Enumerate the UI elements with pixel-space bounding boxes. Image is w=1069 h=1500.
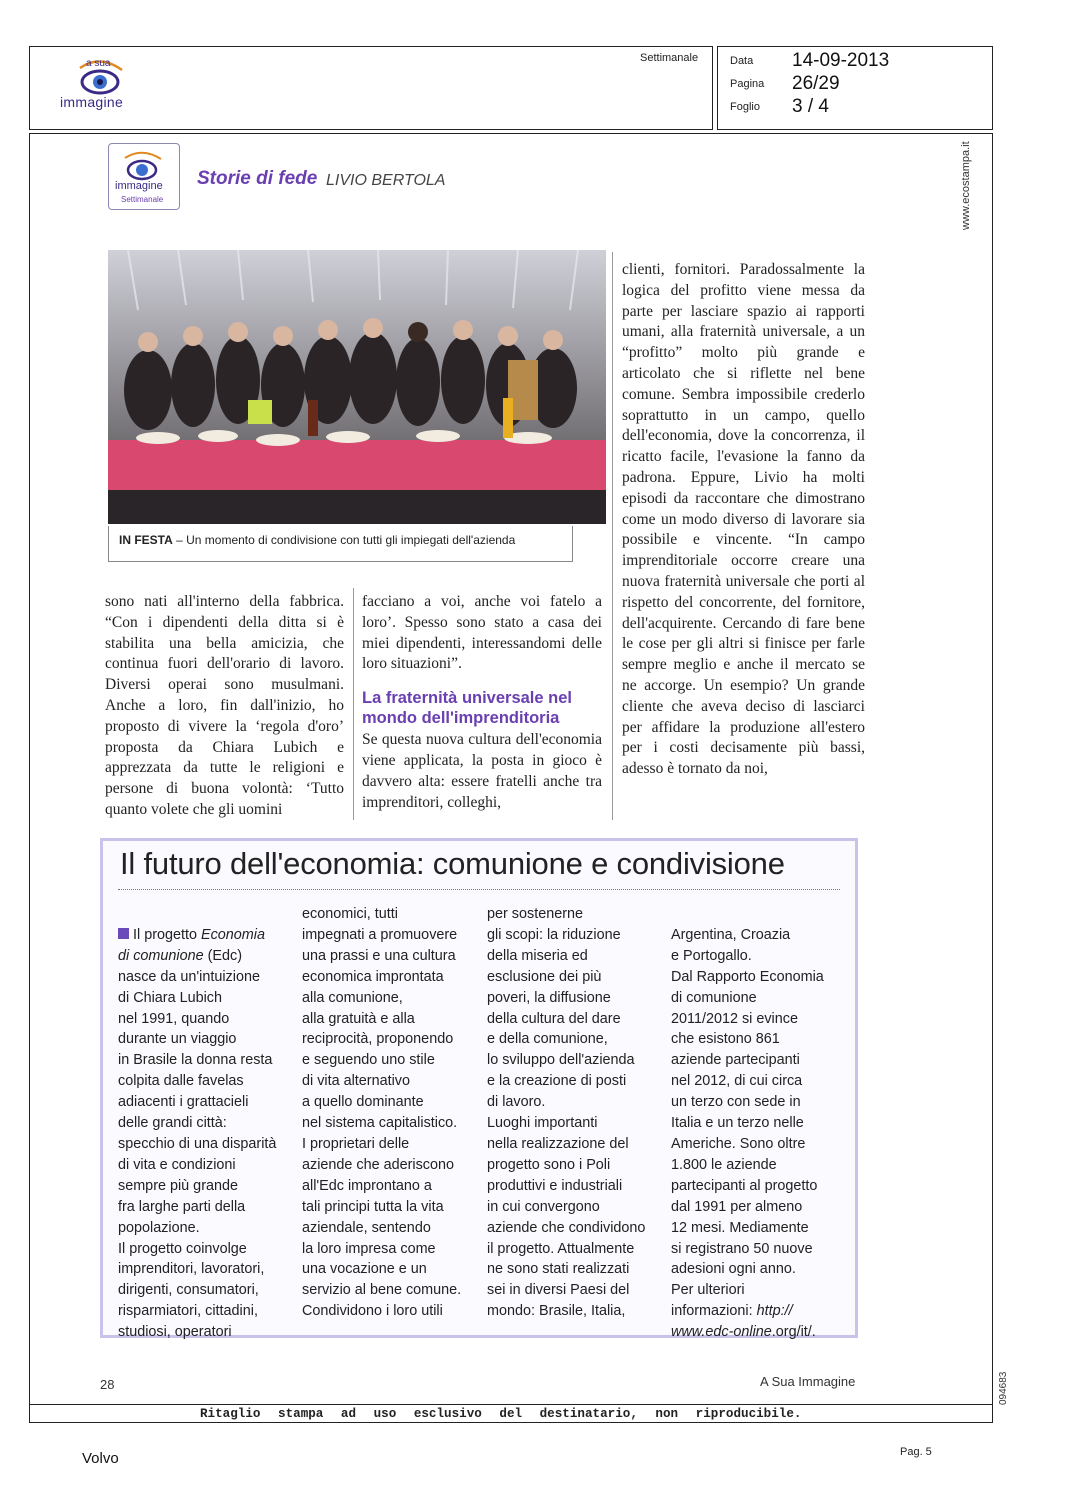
page-number: 28 [100, 1377, 115, 1392]
client-name: Volvo [82, 1450, 119, 1467]
magazine-name: A Sua Immagine [760, 1374, 856, 1389]
page-value: 26/29 [792, 73, 840, 94]
box-column-1 [118, 904, 303, 1343]
box-col1-c: (Edc) nasce da un'intuizione di Chiara Lubich nel 1991, quando durante un viaggio in Brasile la donna resta colpita dalle favelas adiacenti i grattacieli delle grandi città: specchio di una disparità di vita e condizioni sempre più grande fra larghe parti della popolazione. Il progetto coinvolge imprenditori, lavoratori, dirigenti, consumatori, risparmiatori, cittadini, studiosi, operatori [118, 947, 277, 1341]
logo-text: immagine [60, 94, 124, 110]
bullet-square-icon [118, 928, 129, 939]
caption-text: – Un momento di condivisione con tutti gli impiegati dell'azienda [172, 533, 516, 547]
column-rule [612, 252, 613, 820]
box-col4-a: Argentina, Croazia e Portogallo. Dal Rapporto Economia di comunione 2011/2012 si evince che esistono 861 aziende partecipanti nel 2012, di cui circa un terzo con sede in Italia e un terzo nelle Americhe. Sono oltre 1.800 le aziende partecipanti al progetto dal 1991 per almeno 12 mesi. Mediamente si registrano 50 nuove adesioni ogni anno. Per ulteriori informazioni: [671, 926, 824, 1320]
date-value: 14-09-2013 [792, 50, 890, 71]
box-column-2: economici, tutti impegnati a promuovere una prassi e una cultura economica improntata alla comunione, alla gratuità e alla reciprocità, proponendo e seguendo uno stile di vita alternativo a quello dominante nel sistema capitalistico. I proprietari delle aziende che aderiscono all'Edc improntano a tali principi tutta la vita aziendale, sentendo la loro impresa come una vocazione e un servizio al bene comune. Condividono i loro utili [302, 906, 462, 1320]
logo-top-text: a sua [86, 58, 111, 69]
author: LIVIO BERTOLA [326, 172, 446, 189]
box-column-4 [671, 904, 856, 1343]
middle-column-text-after: Se questa nuova cultura dell'economia viene applicata, la posta in gioco è davvero alta: essere fratelli anche tra imprenditori, colleghi, [362, 731, 602, 811]
notice-rule [29, 1404, 993, 1405]
reproduction-notice: Ritaglio stampa ad uso esclusivo del destinatario, non riproducibile. [200, 1407, 802, 1421]
section-title: Storie di fede [197, 168, 318, 189]
article-column-middle [362, 592, 602, 813]
badge-frequency: Settimanale [121, 195, 164, 204]
frequency-label: Settimanale [640, 52, 699, 64]
pag-label: Pag. 5 [900, 1446, 932, 1458]
badge [108, 143, 180, 210]
middle-column-text: facciano a voi, anche voi fatelo a loro’. Spesso sono stato a casa dei miei dipendenti, interessandomi delle loro situazioni”. [362, 593, 602, 673]
badge-brand: immagine [115, 180, 163, 192]
box-col1-b: Economia di comunione [118, 926, 265, 964]
sheet-label: Foglio [730, 101, 760, 113]
group-photo-image [108, 250, 606, 524]
article-column-left: sono nati all'interno della fabbrica. “Con i dipendenti della ditta si è stabilita una bella amicizia, che continua fuori dell'orario di lavoro. Diversi operai sono musulmani. Anche a loro, fin dall'inizio, ho proposto di vivere la ‘regola d'oro’ proposta da Chiara Lubich e apprezzata da tutte le religioni e persone di buona volontà: ‘Tutto quanto volete che gli uomini [105, 593, 344, 818]
box-column-3: per sostenerne gli scopi: la riduzione della miseria ed esclusione dei più poveri, la diffusione della cultura del dare e della comunione, lo sviluppo dell'azienda e la creazione di posti di lavoro. Luoghi importanti nella realizzazione del progetto sono i Poli produttivi e industriali in cui convergono aziende che condividono il progetto. Attualmente ne sono stati realizzati sei in diversi Paesi del mondo: Brasile, Italia, [487, 906, 646, 1320]
column-rule [353, 588, 354, 820]
box-title-rule [118, 889, 840, 890]
page-label: Pagina [730, 78, 765, 90]
photo [108, 250, 606, 524]
sheet-value: 3 / 4 [792, 96, 829, 117]
box-title: Il futuro dell'economia: comunione e condivisione [120, 846, 785, 881]
side-site: www.ecostampa.it [960, 141, 972, 230]
box-col1-a: Il progetto [133, 926, 201, 943]
box-col4-link[interactable]: http:// www.edc-online [671, 1303, 793, 1341]
side-code: 094683 [998, 1371, 1009, 1405]
photo-caption [108, 526, 573, 562]
middle-subhead: La fraternità universale nel mondo dell'imprenditoria [362, 689, 572, 728]
caption-label: IN FESTA [119, 533, 173, 547]
article-column-right: clienti, fornitori. Paradossalmente la logica del profitto viene messa da parte per lasciare spazio ai rapporti umani, alla fraternità universale, a un “profitto” molto più grande e articolato che si riflette nel bene comune. Sembra impossibile crederlo soprattutto in un campo, quello dell'economia, dove la concorrenza, il ricatto facile, l'evasione la fanno da padrona. Eppure, Livio ha molti episodi da raccontare che dimostrano come un modo diverso di lavorare sia possibile e vincente. “In campo imprenditoriale occorre creare una nuova fraternità universale che porti al rispetto del concorrente, del fornitore, dell'acquirente. Cercando di fare bene le cose per gli altri si finisce per farle sempre meglio e anche il mercato se ne accorge. Un esempio? Un grande cliente che aveva deciso di lasciarci per affidare la produzione all'estero per i costi decisamente più bassi, adesso è tornato da noi, [622, 261, 865, 778]
date-label: Data [730, 55, 754, 67]
box-col4-tail: .org/it/. [771, 1324, 816, 1341]
